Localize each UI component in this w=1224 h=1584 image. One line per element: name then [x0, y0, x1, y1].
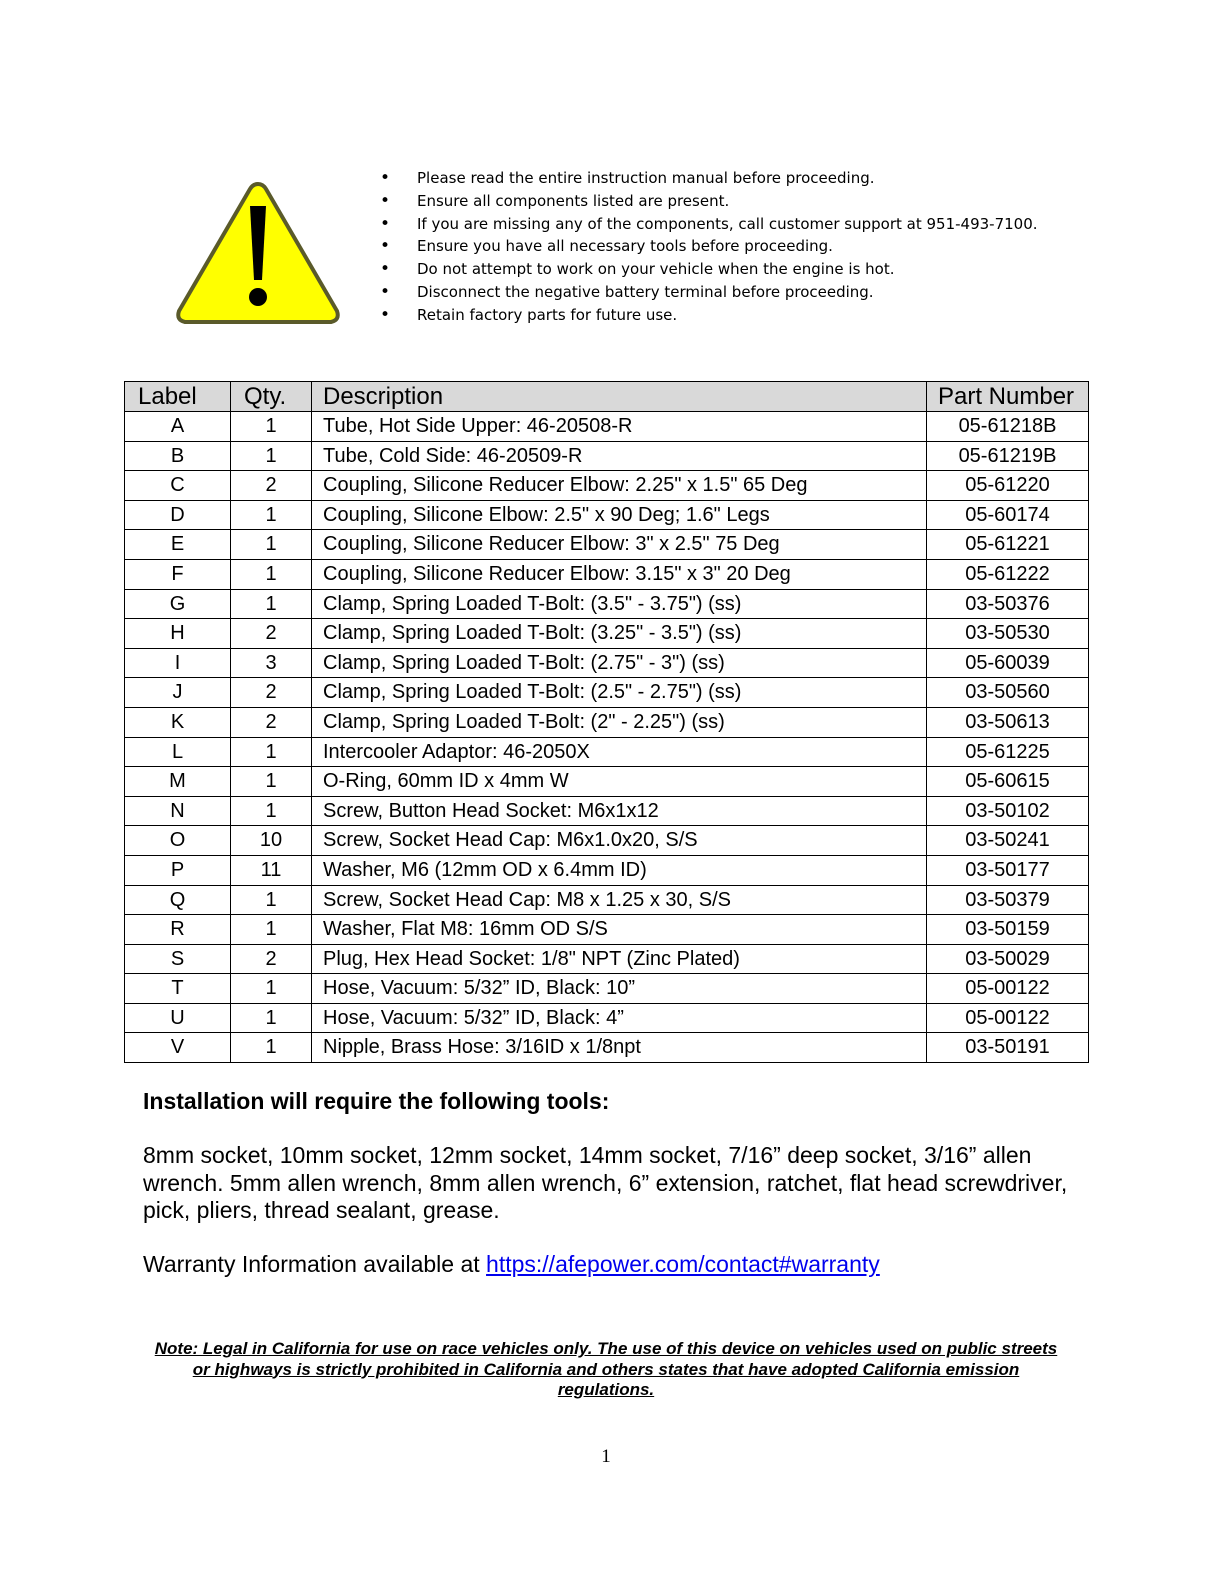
cell-part-number: 05-60174 — [927, 500, 1089, 530]
cell-part-number: 03-50241 — [927, 826, 1089, 856]
cell-label: L — [125, 737, 231, 767]
table-row — [125, 619, 1089, 649]
cell-part-number: 03-50102 — [927, 796, 1089, 826]
cell-qty: 1 — [231, 589, 312, 619]
table-row — [125, 915, 1089, 945]
table-row — [125, 648, 1089, 678]
bullet-item: • Ensure you have all necessary tools before proceeding. — [380, 235, 1100, 258]
table-row — [125, 707, 1089, 737]
cell-description: O-Ring, 60mm ID x 4mm W — [312, 767, 927, 797]
cell-description: Clamp, Spring Loaded T-Bolt: (2.75" - 3") (ss) — [312, 648, 927, 678]
table-row — [125, 678, 1089, 708]
warranty-text: Warranty Information available at — [143, 1251, 487, 1277]
table-row — [125, 737, 1089, 767]
cell-label: Q — [125, 885, 231, 915]
table-header-row — [125, 382, 1089, 412]
cell-description: Clamp, Spring Loaded T-Bolt: (3.5" - 3.75") (ss) — [312, 589, 927, 619]
cell-label: A — [125, 412, 231, 442]
cell-part-number: 03-50177 — [927, 855, 1089, 885]
table-row — [125, 500, 1089, 530]
bullet-item: • Do not attempt to work on your vehicle when the engine is hot. — [380, 258, 1100, 281]
cell-label: G — [125, 589, 231, 619]
cell-qty: 3 — [231, 648, 312, 678]
bullet-item: • Ensure all components listed are present. — [380, 190, 1100, 213]
cell-label: K — [125, 707, 231, 737]
cell-description: Tube, Cold Side: 46-20509-R — [312, 441, 927, 471]
cell-part-number: 05-61219B — [927, 441, 1089, 471]
bullet-item: • Please read the entire instruction manual before proceeding. — [380, 167, 1100, 190]
cell-qty: 1 — [231, 885, 312, 915]
cell-part-number: 05-60039 — [927, 648, 1089, 678]
cell-description: Nipple, Brass Hose: 3/16ID x 1/8npt — [312, 1033, 927, 1063]
tools-heading: Installation will require the following tools: — [143, 1088, 610, 1114]
cell-description: Tube, Hot Side Upper: 46-20508-R — [312, 412, 927, 442]
table-row — [125, 885, 1089, 915]
cell-label: O — [125, 826, 231, 856]
table-row — [125, 974, 1089, 1004]
cell-qty: 1 — [231, 412, 312, 442]
cell-part-number: 05-61220 — [927, 471, 1089, 501]
warranty-link[interactable]: https://afepower.com/contact#warranty — [486, 1251, 880, 1277]
cell-description: Clamp, Spring Loaded T-Bolt: (2.5" - 2.75") (ss) — [312, 678, 927, 708]
cell-description: Intercooler Adaptor: 46-2050X — [312, 737, 927, 767]
cell-part-number: 03-50191 — [927, 1033, 1089, 1063]
cell-label: H — [125, 619, 231, 649]
table-row — [125, 855, 1089, 885]
cell-part-number: 03-50376 — [927, 589, 1089, 619]
cell-label: B — [125, 441, 231, 471]
legal-note: Note: Legal in California for use on race vehicles only. The use of this device on vehicles used on public streets or highways is strictly prohibited in California and others states that have adopted California emission regulations. — [154, 1339, 1058, 1399]
warranty-line — [143, 1251, 880, 1278]
bullet-item: • Retain factory parts for future use. — [380, 304, 1100, 327]
cell-part-number: 05-61221 — [927, 530, 1089, 560]
cell-label: J — [125, 678, 231, 708]
cell-qty: 1 — [231, 974, 312, 1004]
table-row — [125, 530, 1089, 560]
cell-qty: 2 — [231, 944, 312, 974]
cell-qty: 2 — [231, 678, 312, 708]
warning-triangle-icon — [172, 176, 344, 328]
cell-label: P — [125, 855, 231, 885]
cell-description: Screw, Socket Head Cap: M8 x 1.25 x 30, S/S — [312, 885, 927, 915]
table-row — [125, 559, 1089, 589]
table-row — [125, 589, 1089, 619]
cell-part-number: 05-61225 — [927, 737, 1089, 767]
cell-label: I — [125, 648, 231, 678]
table-row — [125, 412, 1089, 442]
cell-description: Clamp, Spring Loaded T-Bolt: (3.25" - 3.5") (ss) — [312, 619, 927, 649]
table-row — [125, 796, 1089, 826]
parts-table — [124, 381, 1089, 1063]
cell-qty: 1 — [231, 441, 312, 471]
cell-description: Hose, Vacuum: 5/32” ID, Black: 10” — [312, 974, 927, 1004]
table-row — [125, 1033, 1089, 1063]
cell-label: F — [125, 559, 231, 589]
cell-label: S — [125, 944, 231, 974]
cell-qty: 2 — [231, 471, 312, 501]
cell-qty: 1 — [231, 737, 312, 767]
cell-part-number: 03-50560 — [927, 678, 1089, 708]
header-label: Label — [125, 382, 231, 412]
cell-qty: 1 — [231, 1033, 312, 1063]
cell-label: N — [125, 796, 231, 826]
bullet-item: • If you are missing any of the components, call customer support at 951-493-7100. — [380, 213, 1100, 236]
header-part-number: Part Number — [927, 382, 1089, 412]
cell-description: Screw, Button Head Socket: M6x1x12 — [312, 796, 927, 826]
warning-bullet-list — [380, 167, 1100, 327]
cell-description: Coupling, Silicone Reducer Elbow: 3" x 2.5" 75 Deg — [312, 530, 927, 560]
header-description: Description — [312, 382, 927, 412]
cell-qty: 2 — [231, 707, 312, 737]
cell-part-number: 05-00122 — [927, 974, 1089, 1004]
cell-part-number: 05-61222 — [927, 559, 1089, 589]
cell-qty: 2 — [231, 619, 312, 649]
table-row — [125, 1003, 1089, 1033]
table-row — [125, 471, 1089, 501]
cell-description: Hose, Vacuum: 5/32” ID, Black: 4” — [312, 1003, 927, 1033]
cell-part-number: 05-61218B — [927, 412, 1089, 442]
cell-part-number: 03-50379 — [927, 885, 1089, 915]
cell-label: M — [125, 767, 231, 797]
table-row — [125, 944, 1089, 974]
cell-qty: 1 — [231, 915, 312, 945]
cell-label: D — [125, 500, 231, 530]
cell-label: U — [125, 1003, 231, 1033]
cell-part-number: 05-60615 — [927, 767, 1089, 797]
cell-qty: 1 — [231, 796, 312, 826]
cell-label: T — [125, 974, 231, 1004]
cell-label: R — [125, 915, 231, 945]
cell-description: Coupling, Silicone Reducer Elbow: 3.15" x 3" 20 Deg — [312, 559, 927, 589]
cell-description: Washer, Flat M8: 16mm OD S/S — [312, 915, 927, 945]
cell-qty: 1 — [231, 1003, 312, 1033]
cell-qty: 1 — [231, 500, 312, 530]
cell-qty: 1 — [231, 530, 312, 560]
cell-label: V — [125, 1033, 231, 1063]
cell-label: C — [125, 471, 231, 501]
cell-qty: 1 — [231, 559, 312, 589]
cell-part-number: 03-50530 — [927, 619, 1089, 649]
cell-description: Coupling, Silicone Elbow: 2.5" x 90 Deg; 1.6" Legs — [312, 500, 927, 530]
cell-part-number: 03-50159 — [927, 915, 1089, 945]
table-row — [125, 441, 1089, 471]
table-row — [125, 767, 1089, 797]
cell-part-number: 03-50029 — [927, 944, 1089, 974]
cell-description: Plug, Hex Head Socket: 1/8" NPT (Zinc Plated) — [312, 944, 927, 974]
tools-list: 8mm socket, 10mm socket, 12mm socket, 14mm socket, 7/16” deep socket, 3/16” allen wrench. 5mm allen wrench, 8mm allen wrench, 6” extension, ratchet, flat head screwdriver, pick, pliers, thread sealant, grease. — [143, 1142, 1068, 1223]
cell-qty: 11 — [231, 855, 312, 885]
cell-part-number: 05-00122 — [927, 1003, 1089, 1033]
parts-table-body — [125, 412, 1089, 1063]
table-row — [125, 826, 1089, 856]
bullet-item: • Disconnect the negative battery terminal before proceeding. — [380, 281, 1100, 304]
cell-description: Washer, M6 (12mm OD x 6.4mm ID) — [312, 855, 927, 885]
cell-qty: 10 — [231, 826, 312, 856]
cell-description: Coupling, Silicone Reducer Elbow: 2.25" x 1.5" 65 Deg — [312, 471, 927, 501]
header-qty: Qty. — [231, 382, 312, 412]
cell-description: Clamp, Spring Loaded T-Bolt: (2" - 2.25") (ss) — [312, 707, 927, 737]
cell-qty: 1 — [231, 767, 312, 797]
cell-part-number: 03-50613 — [927, 707, 1089, 737]
page-number: 1 — [601, 1446, 611, 1467]
cell-description: Screw, Socket Head Cap: M6x1.0x20, S/S — [312, 826, 927, 856]
cell-label: E — [125, 530, 231, 560]
